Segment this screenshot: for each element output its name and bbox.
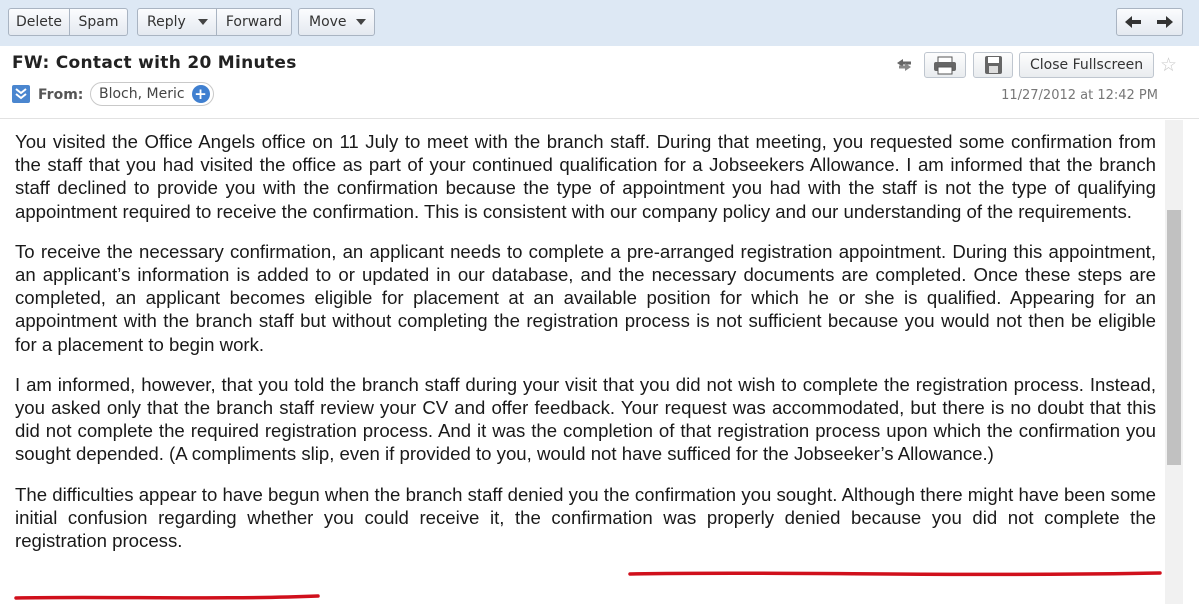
scrollbar-thumb[interactable] [1167, 210, 1181, 465]
add-contact-icon[interactable]: + [192, 85, 210, 103]
body-paragraph: To receive the necessary confirmation, an applicant needs to complete a pre-arranged registration appointment. During this appointment, an applicant’s information is added to or updated in our database, and the necessary documents are completed. Once these steps are completed, an applicant becomes eligible for placement at an available position for which he or she is qualified. Appearing for an appointment with the branch staff but without completing the registration process is not sufficient because you would not then be eligible for a placement to begin work. [15, 240, 1156, 355]
from-label: From: [38, 87, 84, 103]
message-subject: FW: Contact with 20 Minutes [12, 53, 297, 73]
underline-mark [630, 573, 1160, 574]
body-text: The difficulties appear to have begun when the branch staff denied you the confirmation you sought. Although there might have been some initial confusion regarding whether you could receive it, [15, 483, 1156, 528]
scrollbar[interactable] [1165, 120, 1183, 604]
close-fullscreen-button[interactable]: Close Fullscreen [1019, 52, 1154, 78]
body-paragraph: I am informed, however, that you told the branch staff during your visit that you did not wish to complete the registration process. Instead, you asked only that the branch staff review your CV and offer feedback. Your request was accommodated, but there is no doubt that this did not complete the required registration process. And it was the completion of that registration process upon which the confirmation you sought depended. (A compliments slip, even if provided to you, would not have sufficed for the Jobseeker’s Allowance.) [15, 373, 1156, 465]
spam-button[interactable]: Spam [70, 8, 128, 36]
delete-button[interactable]: Delete [8, 8, 70, 36]
message-date: 11/27/2012 at 12:42 PM [1001, 88, 1158, 103]
underline-mark [16, 596, 318, 598]
move-label: Move [309, 14, 347, 30]
reply-label: Reply [147, 14, 186, 30]
body-paragraph: You visited the Office Angels office on 11 July to meet with the branch staff. During that meeting, you requested some confirmation from the staff that you had visited the office as part of your continued qualification for a Jobseekers Allowance. I am informed that the branch staff declined to provide you with the confirmation because the type of appointment you had with the staff is not the type of qualifying appointment required to receive the confirmation. This is consistent with our company policy and our understanding of the requirements. [15, 131, 1156, 222]
forward-button[interactable]: Forward [217, 8, 292, 36]
star-icon[interactable]: ☆ [1160, 54, 1178, 76]
highlighted-text: the confirmation was properly denied because you did not complete the registration process. [15, 506, 1157, 552]
sender-name: Bloch, Meric [99, 86, 185, 102]
